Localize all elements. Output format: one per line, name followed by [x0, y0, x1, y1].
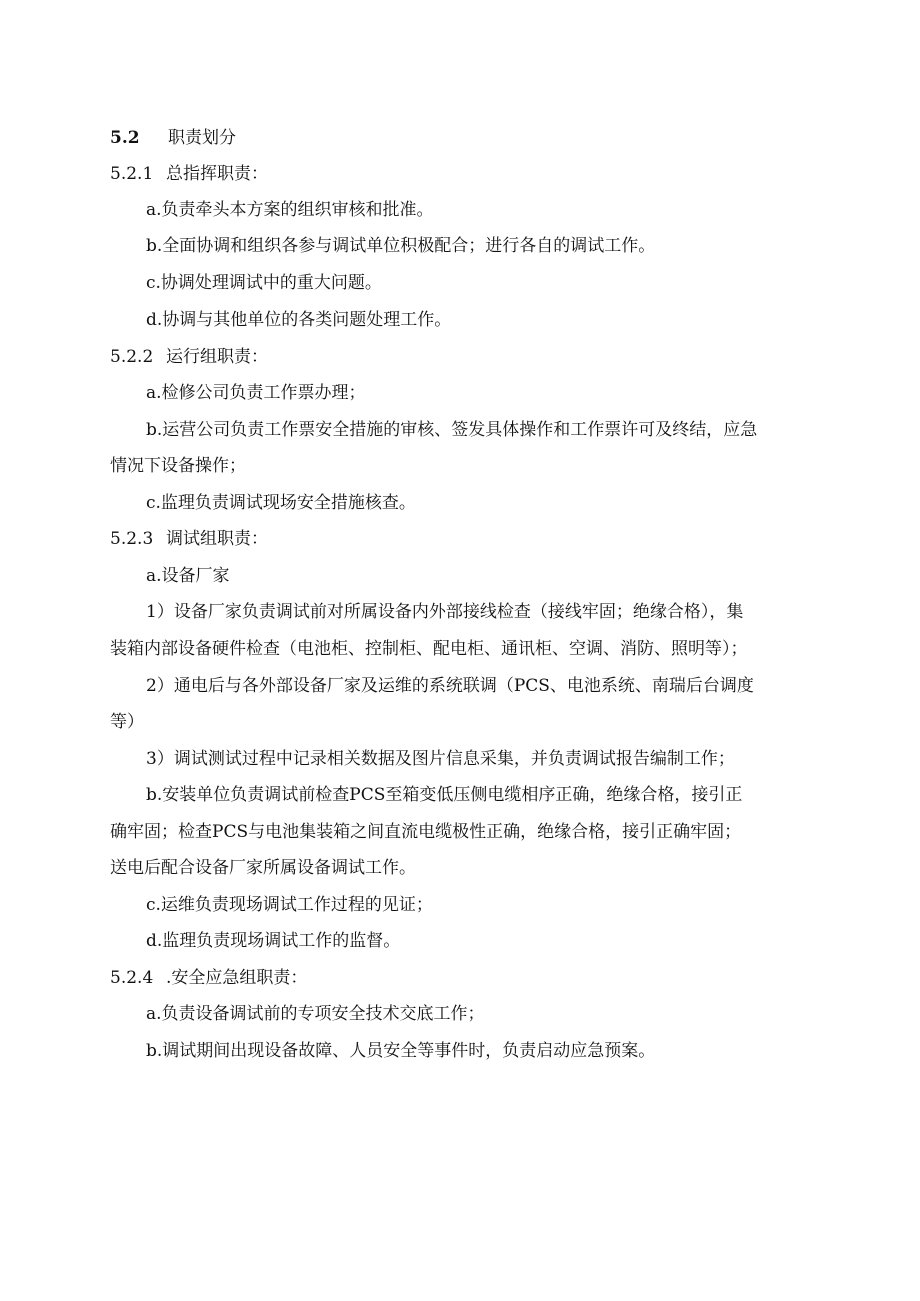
- numbered-item-continuation: 等）: [110, 712, 144, 732]
- section-title: 职责划分: [168, 128, 236, 148]
- list-item: a.负责牵头本方案的组织审核和批准。: [146, 200, 434, 220]
- subsection-title: .安全应急组职责：: [166, 968, 308, 988]
- section-number: 5.2: [110, 128, 140, 148]
- subsection-number: 5.2.2: [110, 347, 154, 367]
- list-item: c.运维负责现场调试工作过程的见证；: [146, 895, 433, 915]
- numbered-item: 1）设备厂家负责调试前对所属设备内外部接线检查（接线牢固；绝缘合格），集: [146, 602, 744, 622]
- list-item: a.负责设备调试前的专项安全技术交底工作；: [146, 1004, 485, 1024]
- subsection-number: 5.2.4: [110, 968, 154, 988]
- subsection-heading-5-2-2: [110, 345, 268, 369]
- subsection-number: 5.2.1: [110, 164, 154, 184]
- list-item: b.安装单位负责调试前检查PCS至箱变低压侧电缆相序正确，绝缘合格，接引正: [146, 785, 743, 805]
- subsection-title: 调试组职责：: [166, 529, 268, 549]
- list-item: d.监理负责现场调试工作的监督。: [146, 931, 401, 951]
- list-item: a.设备厂家: [146, 566, 230, 586]
- numbered-item: 2）通电后与各外部设备厂家及运维的系统联调（PCS、电池系统、南瑞后台调度: [146, 676, 754, 696]
- list-item: b.全面协调和组织各参与调试单位积极配合；进行各自的调试工作。: [146, 236, 656, 256]
- subsection-number: 5.2.3: [110, 529, 154, 549]
- list-item: d.协调与其他单位的各类问题处理工作。: [146, 310, 452, 330]
- subsection-title: 运行组职责：: [166, 347, 268, 367]
- subsection-heading-5-2-4: [110, 966, 307, 990]
- list-item-continuation: 情况下设备操作；: [110, 456, 246, 476]
- list-item: b.运营公司负责工作票安全措施的审核、签发具体操作和工作票许可及终结，应急: [146, 420, 758, 440]
- list-item: a.检修公司负责工作票办理；: [146, 383, 366, 403]
- list-item: b.调试期间出现设备故障、人员安全等事件时，负责启动应急预案。: [146, 1041, 656, 1061]
- list-item: c.监理负责调试现场安全措施核查。: [146, 493, 416, 513]
- numbered-item-continuation: 装箱内部设备硬件检查（电池柜、控制柜、配电柜、通讯柜、空调、消防、照明等）；: [110, 639, 748, 659]
- subsection-heading-5-2-1: [110, 162, 268, 186]
- list-item-continuation: 送电后配合设备厂家所属设备调试工作。: [110, 858, 416, 878]
- subsection-title: 总指挥职责：: [166, 164, 268, 184]
- list-item-continuation: 确牢固；检查PCS与电池集装箱之间直流电缆极性正确，绝缘合格，接引正确牢固；: [110, 822, 742, 842]
- list-item: c.协调处理调试中的重大问题。: [146, 273, 382, 293]
- numbered-item: 3）调试测试过程中记录相关数据及图片信息采集，并负责调试报告编制工作；: [146, 749, 735, 769]
- section-heading: [110, 126, 236, 150]
- subsection-heading-5-2-3: [110, 527, 268, 551]
